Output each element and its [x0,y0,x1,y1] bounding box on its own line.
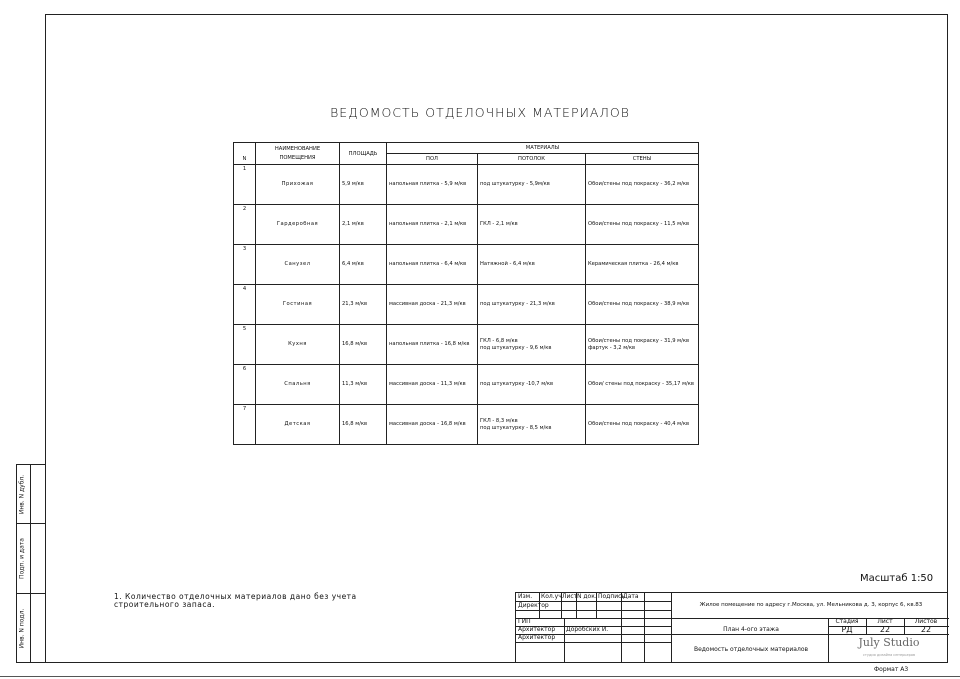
cell-name: Прихожая [256,165,340,205]
finishing-materials-table [233,142,699,445]
side-label-inv-dup: Инв. N дубл. [18,474,26,515]
cell-floor: массивная доска - 21,3 м/кв [387,285,478,325]
cell-ceiling: ГКЛ - 2,1 м/кв [478,205,586,245]
header-n: N [234,143,256,165]
cell-n: 2 [234,205,256,245]
tb-h-ndok: N док. [577,593,597,600]
tb-h-sheets: Листов [914,618,938,625]
tb-gip: ГИП [518,618,531,625]
tb-project: Жилое помещение по адресу г.Москва, ул. Мельникова д. 3, корпус 6, кв.83 [699,602,923,608]
cell-ceiling: под штукатурку - 5,9м/кв [478,165,586,205]
cell-n: 4 [234,285,256,325]
cell-n: 1 [234,165,256,205]
cell-floor: напольная плитка - 2,1 м/кв [387,205,478,245]
cell-name: Спальня [256,365,340,405]
cell-ceiling: ГКЛ - 8,3 м/кв под штукатурку - 8,5 м/кв [478,405,586,445]
header-ceiling: ПОТОЛОК [478,154,586,165]
page-title: ВЕДОМОСТЬ ОТДЕЛОЧНЫХ МАТЕРИАЛОВ [330,105,630,120]
tb-arch2: Архитектор [518,634,556,641]
table-row [234,405,699,445]
cell-walls: Обои/стены под покраску - 11,5 м/кв [586,205,699,245]
cell-name: Гостиная [256,285,340,325]
cell-n: 5 [234,325,256,365]
header-walls: СТЕНЫ [586,154,699,165]
table-row [234,365,699,405]
tb-arch1: Архитектор [518,626,556,633]
tb-doc-title: Ведомость отделочных материалов [693,646,809,653]
studio-logo: July Studio [858,636,920,649]
tb-h-stage: Стадия [835,618,859,625]
tb-stage: РД [841,626,853,634]
cell-floor: напольная плитка - 6,4 м/кв [387,245,478,285]
cell-walls: Керамическая плитка - 26,4 м/кв [586,245,699,285]
tb-director: Директор [518,602,549,609]
tb-h-sheet: Лист [877,618,893,625]
scale-label: Масштаб 1:50 [860,573,934,584]
tb-h-list: Лист [562,593,578,600]
table-row [234,325,699,365]
cell-ceiling: под штукатурку - 21,3 м/кв [478,285,586,325]
cell-floor: массивная доска - 16,8 м/кв [387,405,478,445]
cell-walls: Обои/стены под покраску - 38,9 м/кв [586,285,699,325]
table-row [234,245,699,285]
cell-n: 6 [234,365,256,405]
format-label: Формат А3 [874,666,909,673]
tb-sheets: 22 [920,626,932,634]
note: 1. Количество отделочных материалов дано без учета строительного запаса. [114,592,357,609]
cell-area: 21,3 м/кв [340,285,387,325]
cell-floor: массивная доска - 11,3 м/кв [387,365,478,405]
cell-area: 16,8 м/кв [340,325,387,365]
tb-sheet: 22 [879,626,891,634]
tb-h-data: Дата [623,593,639,600]
cell-name: Санузел [256,245,340,285]
cell-area: 2,1 м/кв [340,205,387,245]
sheet-bottom-line [0,676,960,677]
table-row [234,285,699,325]
cell-n: 7 [234,405,256,445]
cell-floor: напольная плитка - 5,9 м/кв [387,165,478,205]
side-label-sign-date: Подп. и дата [18,538,26,579]
title-block [515,592,948,663]
cell-walls: Обои/стены под покраску - 36,2 м/кв [586,165,699,205]
cell-walls: Обои/ стены под покраску - 35,17 м/кв [586,365,699,405]
side-stamp [16,464,45,663]
header-materials: МАТЕРИАЛЫ [387,143,699,154]
cell-ceiling: Натяжной - 6,4 м/кв [478,245,586,285]
cell-ceiling: под штукатурку -10,7 м/кв [478,365,586,405]
cell-area: 6,4 м/кв [340,245,387,285]
cell-area: 16,8 м/кв [340,405,387,445]
studio-subtitle: студия дизайна интерьеров [862,653,916,657]
cell-name: Детская [256,405,340,445]
cell-n: 3 [234,245,256,285]
cell-name: Гардеробная [256,205,340,245]
cell-area: 11,3 м/кв [340,365,387,405]
tb-h-izm: Изм. [518,593,533,600]
tb-sheet-title: План 4-ого этажа [723,626,779,633]
table-row [234,205,699,245]
tb-h-podp: Подпись [598,593,625,600]
cell-area: 5,9 м/кв [340,165,387,205]
header-name: НАИМЕНОВАНИЕ ПОМЕЩЕНИЯ [256,143,340,165]
cell-walls: Обои/стены под покраску - 40,4 м/кв [586,405,699,445]
side-label-inv-orig: Инв. N подл. [18,608,26,649]
header-floor: ПОЛ [387,154,478,165]
cell-ceiling: ГКЛ - 6,8 м/кв под штукатурку - 9,6 м/кв [478,325,586,365]
cell-name: Кухня [256,325,340,365]
cell-walls: Обои/стены под покраску - 31,9 м/кв фартук - 3,2 м/кв [586,325,699,365]
tb-arch1-name: Доробских И. [566,626,609,633]
table-row [234,165,699,205]
header-area: ПЛОЩАДЬ [340,143,387,165]
tb-h-kol: Кол.уч [541,593,562,600]
cell-floor: напольная плитка - 16,8 м/кв [387,325,478,365]
